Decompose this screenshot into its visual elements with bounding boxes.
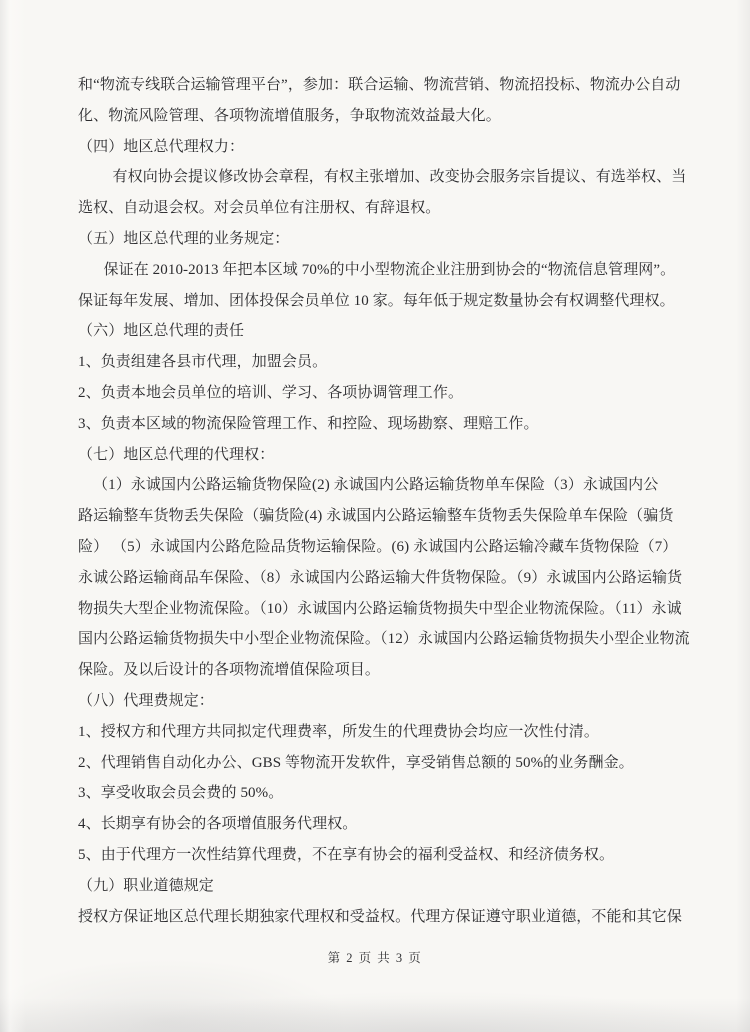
text-line: 3、享受收取会员会费的 50%。 bbox=[78, 785, 284, 802]
text-line: 选权、自动退会权。对会员单位有注册权、有辞退权。 bbox=[78, 200, 441, 217]
text-line: 3、负责本区域的物流保险管理工作、和控险、现场勘察、理赔工作。 bbox=[78, 415, 539, 432]
text-line: （四）地区总代理权力： bbox=[78, 138, 245, 155]
text-line: 保险。及以后设计的各项物流增值保险项目。 bbox=[78, 662, 381, 679]
page-number-footer: 第 2 页 共 3 页 bbox=[327, 951, 423, 965]
text-line: 1、授权方和代理方共同拟定代理费率，所发生的代理费协会均应一次性付清。 bbox=[78, 723, 600, 740]
text-line: 永诚公路运输商品车保险、（8）永诚国内公路运输大件货物保险。（9）永诚国内公路运输货 bbox=[78, 569, 683, 586]
text-line: 化、物流风险管理、各项物流增值服务，争取物流效益最大化。 bbox=[78, 107, 501, 124]
text-line: 险） （5）永诚国内公路危险品货物运输保险。(6) 永诚国内公路运输冷藏车货物保险（7） bbox=[78, 538, 678, 555]
text-line: 4、长期享有协会的各项增值服务代理权。 bbox=[78, 816, 358, 833]
text-line: （1）永诚国内公路运输货物保险(2) 永诚国内公路运输货物单车保险（3）永诚国内公 bbox=[93, 477, 659, 494]
text-line: 国内公路运输货物损失中小型企业物流保险。（12）永诚国内公路运输货物损失小型企业物流 bbox=[78, 631, 690, 648]
text-line: 路运输整车货物丢失保险（骗货险(4) 永诚国内公路运输整车货物丢失保险单车保险（骗货 bbox=[78, 508, 674, 525]
text-line: 2、负责本地会员单位的培训、学习、各项协调管理工作。 bbox=[78, 384, 464, 401]
text-line: （七）地区总代理的代理权： bbox=[78, 446, 275, 463]
text-line: 5、由于代理方一次性结算代理费，不在享有协会的福利受益权、和经济债务权。 bbox=[78, 846, 615, 863]
text-line: （八）代理费规定： bbox=[78, 692, 214, 709]
text-line: 物损失大型企业物流保险。（10）永诚国内公路运输货物损失中型企业物流保险。（11）永诚 bbox=[78, 600, 682, 617]
document-text-block bbox=[78, 70, 696, 932]
text-line: （六）地区总代理的责任 bbox=[78, 323, 245, 340]
text-line: 1、负责组建各县市代理，加盟会员。 bbox=[78, 354, 328, 371]
text-line: 保证每年发展、增加、团体投保会员单位 10 家。每年低于规定数量协会有权调整代理权。 bbox=[78, 292, 675, 309]
text-line: 2、代理销售自动化办公、GBS 等物流开发软件，享受销售总额的 50%的业务酬金。 bbox=[78, 754, 634, 771]
text-line: 保证在 2010-2013 年把本区域 70%的中小型物流企业注册到协会的“物流信息管理网”。 bbox=[103, 261, 676, 278]
text-line: 有权向协会提议修改协会章程，有权主张增加、改变协会服务宗旨提议、有选举权、当 bbox=[112, 169, 687, 186]
text-line: （五）地区总代理的业务规定： bbox=[78, 230, 290, 247]
text-line: 和“物流专线联合运输管理平台”，参加：联合运输、物流营销、物流招投标、物流办公自动 bbox=[78, 77, 681, 93]
text-line: 授权方保证地区总代理长期独家代理权和受益权。代理方保证遵守职业道德，不能和其它保 bbox=[78, 908, 683, 925]
text-line: （九）职业道德规定 bbox=[78, 877, 214, 894]
